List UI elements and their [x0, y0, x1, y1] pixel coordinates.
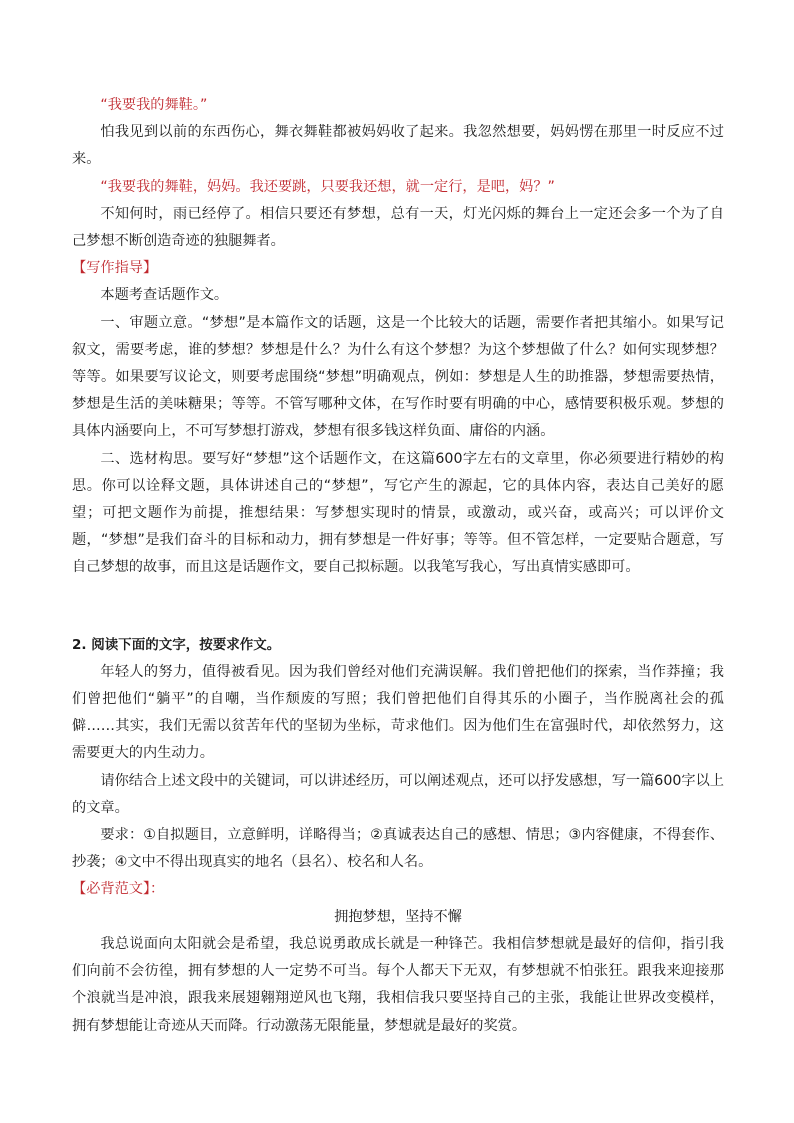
guidance-paragraph: 本题考查话题作文。 [100, 287, 229, 304]
model-essay-heading: 【必背范文】： [72, 881, 165, 898]
guidance-paragraph: 二、选材构思。要写好“梦想”这个话题作文，在这篇600字左右的文章里，你必须要进行精妙的构思。你可以诠释文题，具体讲述自己的“梦想”，写它产生的源起，它的具体内容，表达自己美好的愿望；可把文题作为前提，推想结果：写梦想实现时的情景，或激动，或兴奋，或高兴；可以评价文题，“梦想”是我们奋斗的目标和动力，拥有梦想是一件好事；等等。但不管怎样，一定要贴合题意，写自己梦想的故事，而且这是话题作文，要自己拟标题。以我笔写我心，写出真情实感即可。 [72, 450, 724, 576]
question-requirements: 要求：①自拟题目，立意鲜明，详略得当；②真诚表达自己的感想、情思；③内容健康，不得套作、抄袭；④文中不得出现真实的地名（县名）、校名和人名。 [72, 827, 724, 871]
story-paragraph-1: 怕我见到以前的东西伤心，舞衣舞鞋都被妈妈收了起来。我忽然想要，妈妈愣在那里一时反应不过来。 [72, 124, 724, 168]
guidance-paragraph: 一、审题立意。“梦想”是本篇作文的话题，这是一个比较大的话题，需要作者把其缩小。如果写记叙文，需要考虑，谁的梦想？梦想是什么？为什么有这个梦想？为这个梦想做了什么？如何实现梦想？等等。如果要写议论文，则要考虑围绕“梦想”明确观点，例如：梦想是人生的助推器，梦想需要热情，梦想是生活的美味糖果；等等。不管写哪种文体，在写作时要有明确的中心，感情要积极乐观。梦想的具体内涵要向上，不可写梦想打游戏，梦想有很多钱这样负面、庸俗的内涵。 [72, 314, 724, 440]
model-essay-paragraph: 我总说面向太阳就会是希望，我总说勇敢成长就是一种锋芒。我相信梦想就是最好的信仰，指引我们向前不会彷徨，拥有梦想的人一定势不可当。每个人都天下无双，有梦想就不怕张狂。跟我来迎接那个浪就当是冲浪，跟我来展翅翱翔逆风也飞翔，我相信我只要坚持自己的主张，我能让世界改变模样，拥有梦想能让奇迹从天而降。行动激荡无限能量，梦想就是最好的奖赏。 [72, 935, 724, 1034]
section-spacer [72, 582, 724, 632]
story-dialogue-2: “我要我的舞鞋，妈妈。我还要跳，只要我还想，就一定行，是吧，妈？” [100, 178, 555, 195]
model-essay-title: 拥抱梦想，坚持不懈 [334, 908, 462, 925]
story-dialogue-1: “我要我的舞鞋。” [100, 97, 208, 113]
document-page [72, 92, 724, 1040]
guidance-heading: 【写作指导】 [72, 260, 158, 277]
question-paragraph: 年轻人的努力，值得被看见。因为我们曾经对他们充满误解。我们曾把他们的探索，当作莽撞；我们曾把他们“躺平”的自嘲，当作颓废的写照；我们曾把他们自得其乐的小圈子，当作脱离社会的孤僻……其实，我们无需以贫苦年代的坚韧为坐标，苛求他们。因为他们生在富强时代，却依然努力，这需要更大的内生动力。 [72, 663, 724, 762]
story-paragraph-2: 不知何时，雨已经停了。相信只要还有梦想，总有一天，灯光闪烁的舞台上一定还会多一个为了自己梦想不断创造奇迹的独腿舞者。 [72, 205, 724, 250]
question-paragraph: 请你结合上述文段中的关键词，可以讲述经历，可以阐述观点，还可以抒发感想，写一篇600字以上的文章。 [72, 772, 724, 816]
question-title: 2. 阅读下面的文字，按要求作文。 [72, 636, 281, 653]
